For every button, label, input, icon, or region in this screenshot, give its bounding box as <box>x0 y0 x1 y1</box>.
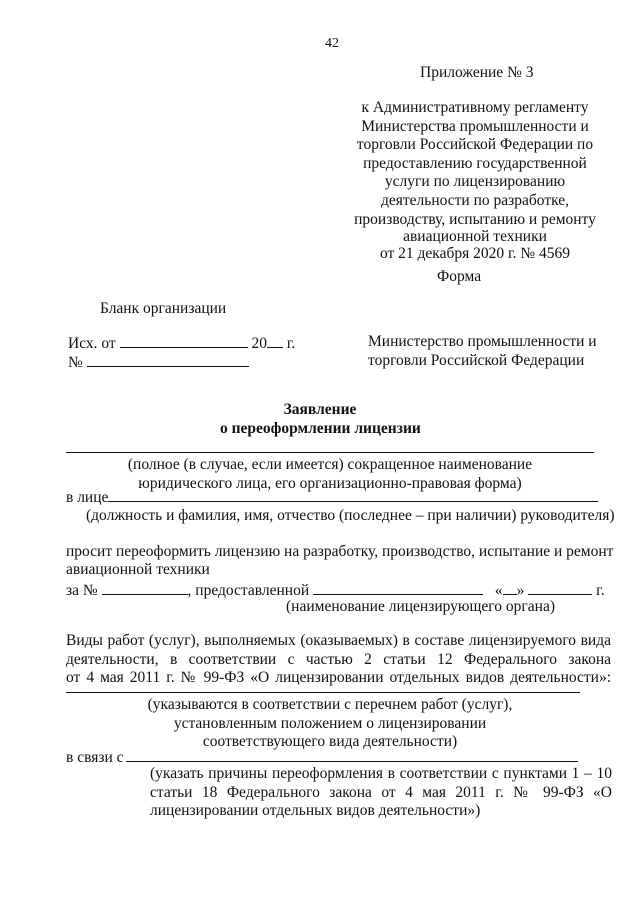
number-label: № <box>68 354 83 371</box>
works-line: от 4 мая 2011 г. № 99-ФЗ «О лицензировании отдельных видов деятельности»: <box>66 669 611 687</box>
works-line: деятельности, в соответствии с частью 2 статьи 12 Федерального закона <box>66 650 611 668</box>
year-text: 20 <box>251 335 267 352</box>
letterhead-label: Бланк организации <box>100 300 227 317</box>
quote-close: » <box>516 582 525 599</box>
license-number-field[interactable] <box>102 580 188 595</box>
request-line: просит переоформить лицензию на разработку, производство, испытание и ремонт <box>66 543 614 560</box>
heading-line: о переоформлении лицензии <box>220 419 421 437</box>
appendix-line: авиационной техники <box>403 228 547 246</box>
caption-line: установленным положением о лицензировании <box>173 714 487 732</box>
addressee-line: Министерство промышленности и <box>368 333 597 350</box>
addressee-line: торговли Российской Федерации <box>368 351 585 369</box>
outgoing-number <box>68 352 249 373</box>
reason-caption <box>150 765 612 821</box>
za-label: за № <box>66 582 98 599</box>
appendix-line: от 21 декабря 2020 г. № 4569 <box>379 244 571 262</box>
person-caption: (должность и фамилия, имя, отчество (последнее – при наличии) руководителя) <box>86 507 615 524</box>
caption-line: (указать причины переоформления в соответствии с пунктами 1 – 10 <box>150 765 612 782</box>
caption-line: статьи 18 Федерального закона от 4 мая 2011 г. № 99-ФЗ «О <box>150 783 612 801</box>
addressee <box>368 333 597 370</box>
year-suffix: г. <box>286 335 296 352</box>
appendix-line: Министерства промышленности и <box>361 117 589 135</box>
person-field[interactable] <box>108 501 598 502</box>
request-line: авиационной техники <box>66 561 210 578</box>
person-label: в лице <box>66 489 109 506</box>
number-field[interactable] <box>87 352 249 367</box>
year-suffix: г. <box>596 582 605 599</box>
appendix-line: к Административному регламенту <box>361 99 589 116</box>
caption-line: (указываются в соответствии с перечнем работ (услуг), <box>147 696 513 713</box>
form-label: Форма <box>437 268 482 285</box>
appendix-line: услуги по лицензированию <box>384 173 566 191</box>
reason-field[interactable] <box>126 761 578 762</box>
appendix-line: деятельности по разработке, <box>380 191 569 209</box>
heading-line: Заявление <box>283 401 357 418</box>
appendix-title: Приложение № 3 <box>420 64 534 81</box>
outgoing-ref <box>68 333 295 354</box>
reason-label: в связи с <box>66 749 124 766</box>
doc-heading <box>220 401 420 438</box>
works-paragraph <box>66 632 611 688</box>
org-name-field[interactable] <box>66 452 594 453</box>
caption-line: лицензировании отдельных видов деятельности») <box>150 802 481 820</box>
caption-line: юридического лица, его организационно-правовая форма) <box>138 474 522 492</box>
appendix-block <box>345 99 605 263</box>
works-line: Виды работ (услуг), выполняемых (оказываемых) в составе лицензируемого вида <box>66 632 611 649</box>
authority-caption: (наименование лицензирующего органа) <box>286 598 555 615</box>
caption-line: (полное (в случае, если имеется) сокращенное наименование <box>127 456 533 473</box>
provided-label: , предоставленной <box>187 582 310 599</box>
works-field[interactable] <box>66 692 580 693</box>
day-field[interactable] <box>503 580 517 595</box>
quote-open: « <box>494 582 503 599</box>
caption-line: соответствующего вида деятельности) <box>202 733 458 751</box>
licensing-authority-field[interactable] <box>313 580 483 595</box>
date-field[interactable] <box>120 333 248 348</box>
year-field[interactable] <box>267 333 283 348</box>
appendix-line: торговли Российской Федерации по <box>356 136 594 154</box>
outgoing-prefix: Исх. от <box>68 335 116 352</box>
org-caption <box>66 456 594 493</box>
appendix-line: предоставлению государственной <box>363 154 587 172</box>
works-caption <box>100 696 560 752</box>
appendix-line: производству, испытанию и ремонту <box>354 210 596 228</box>
month-field[interactable] <box>528 580 592 595</box>
page-number: 42 <box>325 36 339 51</box>
